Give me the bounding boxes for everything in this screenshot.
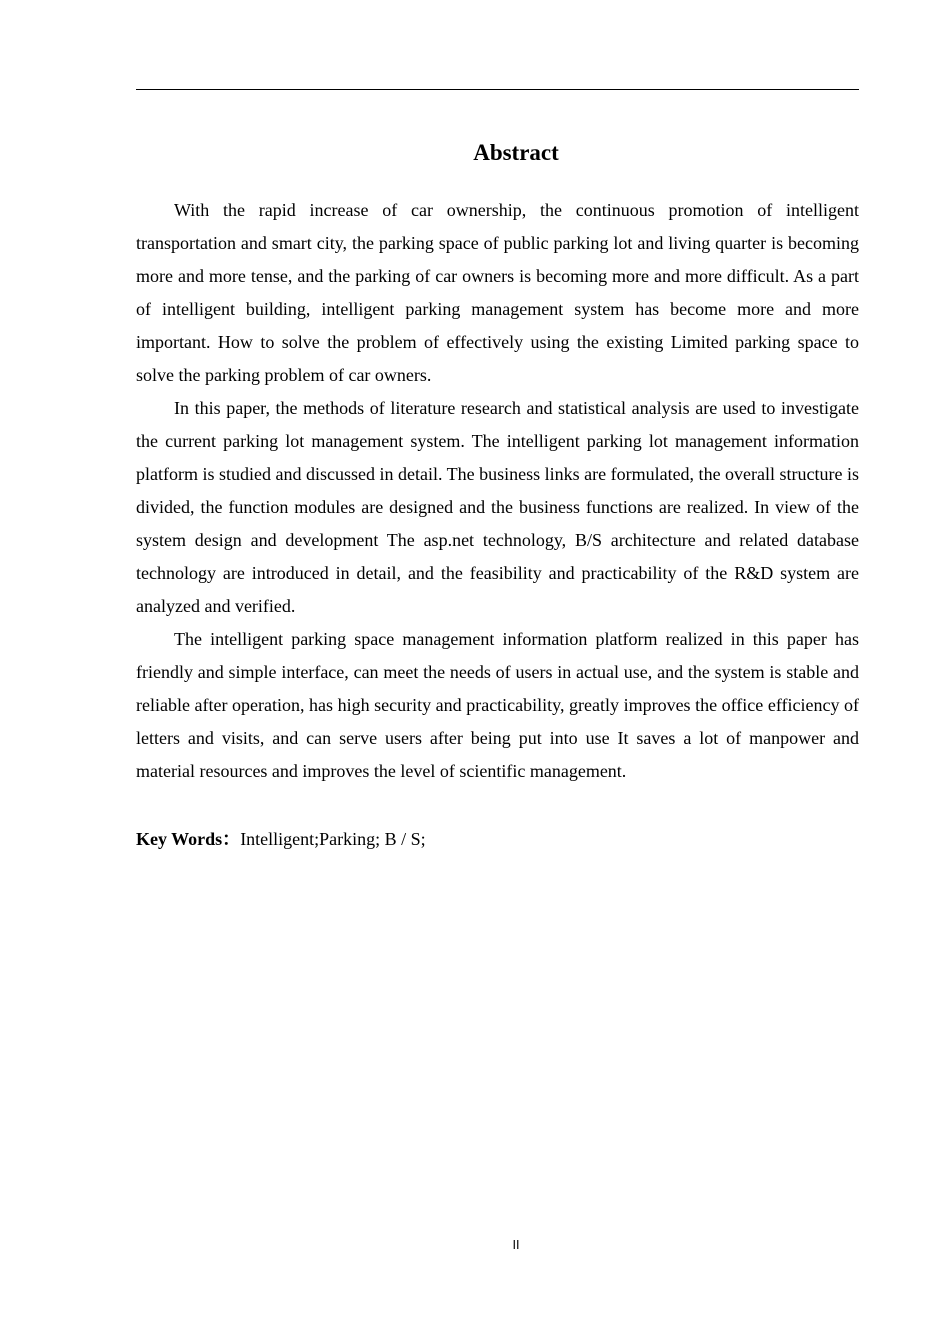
page-number: II <box>512 1238 520 1252</box>
keywords-value: Intelligent;Parking; B / S; <box>240 829 426 849</box>
keywords-label: Key Words： <box>136 829 241 849</box>
abstract-title: Abstract <box>473 140 559 165</box>
abstract-paragraph-3: The intelligent parking space management information platform realized in this paper has friendly and simple interface, can meet the needs of users in actual use, and the system is stable and reliable after operation, has high security and practicability, greatly improves the office efficiency of letters and visits, and can serve users after being put into use It saves a lot of manpower and material resources and improves the level of scientific management. <box>136 629 859 781</box>
abstract-paragraph-1: With the rapid increase of car ownership, the continuous promotion of intelligent transportation and smart city, the parking space of public parking lot and living quarter is becoming more and more tense, and the parking of car owners is becoming more and more difficult. As a part of intelligent building, intelligent parking management system has become more and more important. How to solve the problem of effectively using the existing Limited parking space to solve the parking problem of car owners. <box>136 200 859 385</box>
keywords-line <box>136 823 859 856</box>
abstract-body <box>136 194 859 788</box>
abstract-paragraph-2: In this paper, the methods of literature research and statistical analysis are used to investigate the current parking lot management system. The intelligent parking lot management information platform is studied and discussed in detail. The business links are formulated, the overall structure is divided, the function modules are designed and the business functions are realized. In view of the system design and development The asp.net technology, B/S architecture and related database technology are introduced in detail, and the feasibility and practicability of the R&D system are analyzed and verified. <box>136 398 860 616</box>
header-rule <box>136 89 859 90</box>
